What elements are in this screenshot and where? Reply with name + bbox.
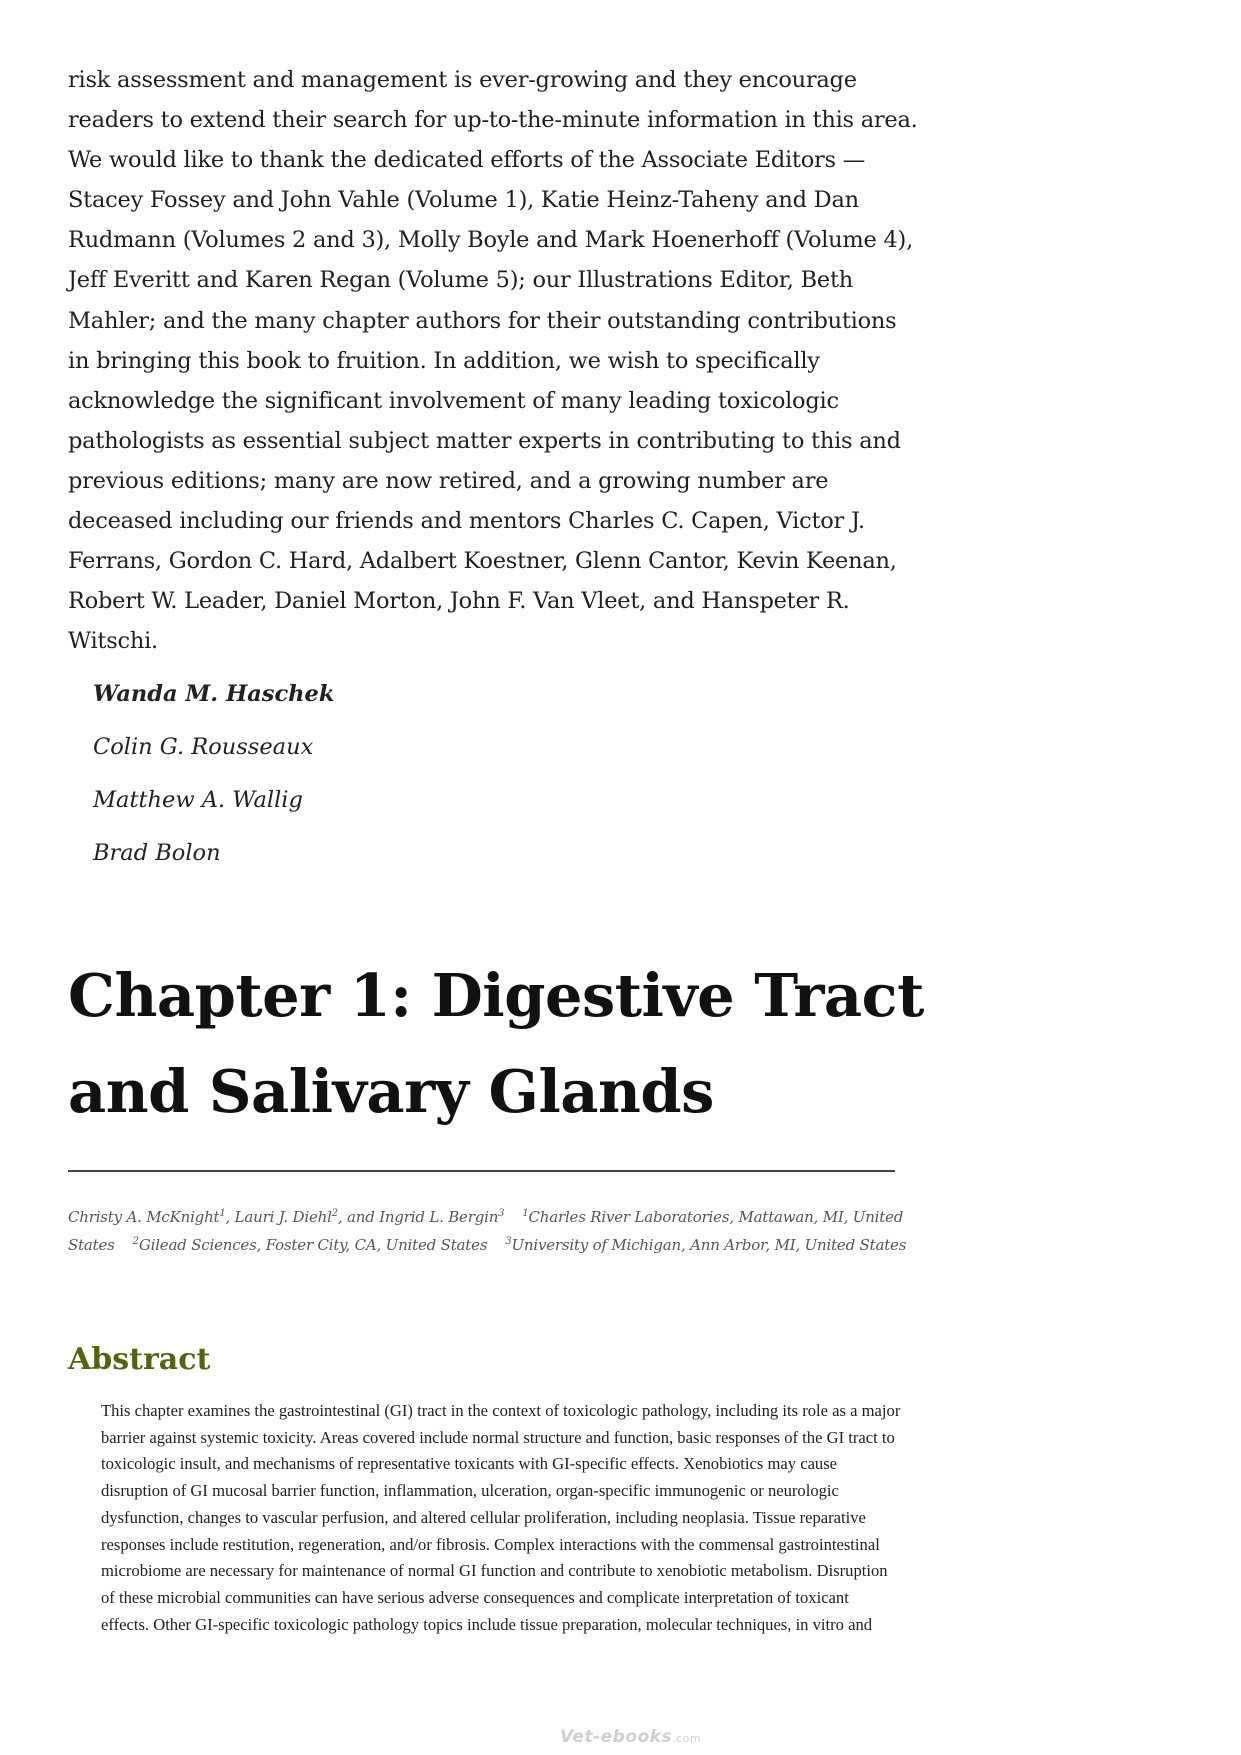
affiliation: Gilead Sciences, Foster City, CA, United States (138, 1236, 488, 1254)
title-divider (68, 1170, 895, 1172)
editor-name: Wanda M. Haschek (93, 681, 335, 707)
affiliation-mark: 2 (132, 1236, 139, 1247)
author-footnote-mark: 3 (498, 1208, 505, 1219)
author-name: , Lauri J. Diehl (225, 1208, 332, 1226)
author-footnote-mark: 2 (331, 1208, 338, 1219)
affiliation: University of Michigan, Ann Arbor, MI, United States (511, 1236, 907, 1254)
abstract-heading: Abstract (68, 1342, 211, 1377)
author-affiliations (68, 1203, 908, 1259)
affiliation-mark: 1 (522, 1208, 529, 1219)
abstract-body: This chapter examines the gastrointestinal (GI) tract in the context of toxicologic pathology, including its role as a major barrier against systemic toxicity. Areas covered include normal structure and function, basic responses of the GI tract to toxicologic insult, and mechanisms of representative toxicants with GI-specific effects. Xenobiotics may cause disruption of GI mucosal barrier function, inflammation, ulceration, organ-specific immunogenic or neurologic dysfunction, changes to vascular perfusion, and altered cellular proliferation, including neoplasia. Tissue reparative responses include restitution, regeneration, and/or fibrosis. Complex interactions with the commensal gastrointestinal microbiome are necessary for maintenance of normal GI function and contribute to xenobiotic metabolism. Disruption of these microbial communities can have serious adverse consequences and complicate interpretation of toxicant effects. Other GI-specific toxicologic pathology topics include tissue preparation, molecular techniques, in vitro and (101, 1401, 901, 1634)
watermark-name: Vet-ebooks (560, 1727, 673, 1747)
editor-signatures (93, 668, 334, 880)
affiliation-mark: 3 (505, 1236, 512, 1247)
editor-name: Brad Bolon (93, 840, 221, 866)
editor-name: Matthew A. Wallig (93, 787, 303, 813)
editor-name: Colin G. Rousseaux (93, 734, 314, 760)
watermark-logo (560, 1727, 701, 1747)
watermark-domain: .com (672, 1732, 702, 1745)
chapter-title-line-2: and Salivary Glands (68, 1057, 714, 1126)
affiliation: Charles River Laboratories, Mattawan, MI, United States (68, 1208, 904, 1254)
intro-paragraph: risk assessment and management is ever-growing and they encourage readers to extend their search for up-to-the-minute information in this area. We would like to thank the dedicated efforts of the Associate Editors —Stacey Fossey and John Vahle (Volume 1), Katie Heinz-Taheny and Dan Rudmann (Volumes 2 and 3), Molly Boyle and Mark Hoenerhoff (Volume 4), Jeff Everitt and Karen Regan (Volume 5); our Illustrations Editor, Beth Mahler; and the many chapter authors for their outstanding contributions in bringing this book to fruition. In addition, we wish to specifically acknowledge the significant involvement of many leading toxicologic pathologists as essential subject matter experts in contributing to this and previous editions; many are now retired, and a growing number are deceased including our friends and mentors Charles C. Capen, Victor J. Ferrans, Gordon C. Hard, Adalbert Koestner, Glenn Cantor, Kevin Keenan, Robert W. Leader, Daniel Morton, John F. Van Vleet, and Hanspeter R. Witschi. (68, 67, 918, 655)
chapter-title-line-1: Chapter 1: Digestive Tract (68, 961, 924, 1030)
chapter-title (68, 948, 928, 1140)
author-footnote-mark: 1 (219, 1208, 226, 1219)
author-name: , and Ingrid L. Bergin (337, 1208, 499, 1226)
author-name: Christy A. McKnight (68, 1208, 220, 1226)
